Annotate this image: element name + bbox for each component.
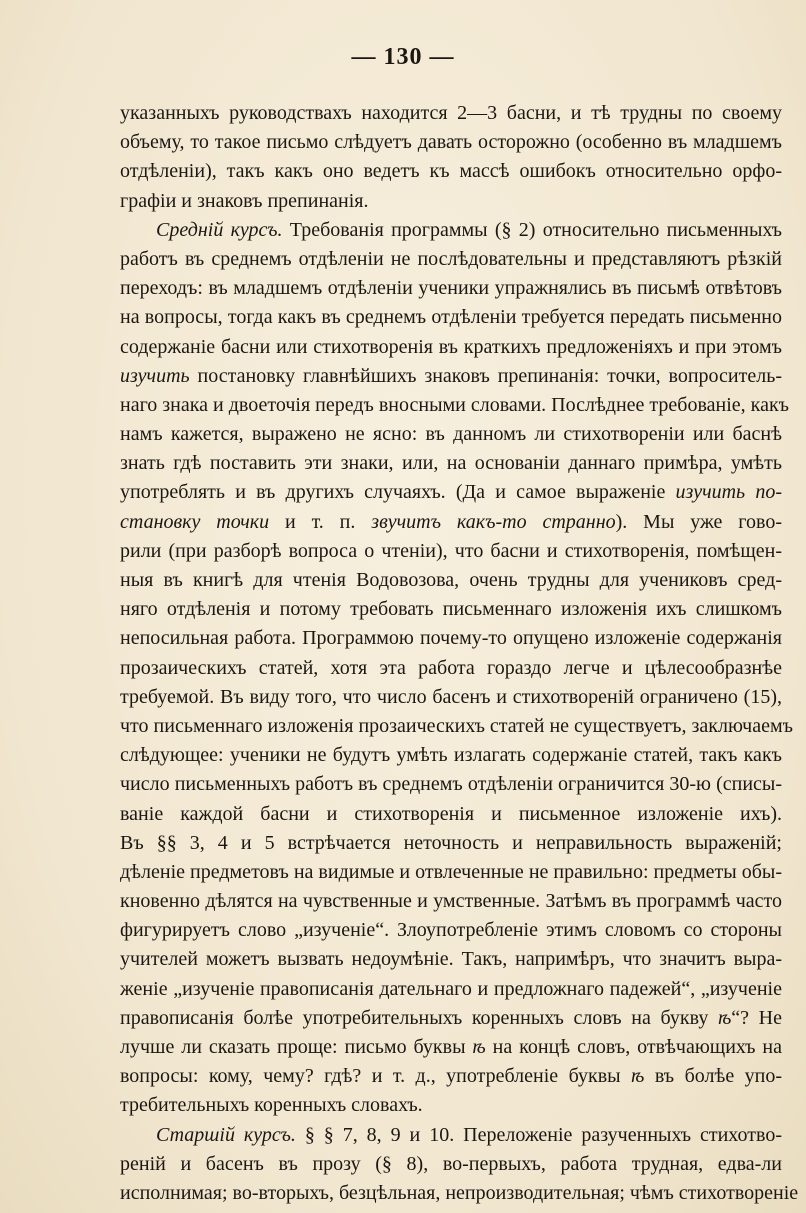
text-line [120, 245, 782, 274]
text-line [120, 945, 782, 974]
text-segment: на вопросы, тогда какъ въ среднемъ отдѣленіи требуется передать письменно [120, 306, 782, 329]
text-segment: что письменнаго изложенія прозаическихъ статей не существуетъ, заключаемъ [120, 714, 793, 737]
text-segment: исполнимая; во-вторыхъ, безцѣльная, непроизводительная; чѣмъ стихотвореніе [120, 1181, 799, 1204]
italic-text-segment: изучить [120, 364, 190, 387]
text-segment: слѣдующее: ученики не будутъ умѣть излагать содержаніе статей, такъ какъ [120, 744, 782, 767]
text-line [120, 1091, 782, 1120]
text-segment: употреблять и въ другихъ случаяхъ. (Да и самое выраженіе [120, 481, 676, 504]
italic-text-segment: становку точки [120, 510, 270, 533]
text-line [120, 128, 782, 157]
text-segment: непосильная работа. Программою почему-то опущено изложеніе содержанія [120, 627, 782, 650]
text-line [120, 420, 782, 449]
text-line [120, 99, 782, 128]
text-line [120, 1121, 782, 1150]
text-line [120, 362, 782, 391]
text-line [120, 829, 782, 858]
text-segment: ныя въ книгѣ для чтенія Водовозова, очень трудны для учениковъ сред- [120, 569, 782, 591]
text-line [120, 741, 782, 770]
italic-text-segment: изучить по- [675, 481, 782, 504]
italic-text-segment: Старшій курсъ. [156, 1123, 296, 1146]
text-segment: объему, то такое письмо слѣдуетъ давать осторожно (особенно въ младшемъ [120, 131, 782, 154]
text-segment: рили (при разборѣ вопроса о чтеніи), что басни и стихотворенія, помѣщен- [120, 539, 782, 562]
text-line [120, 858, 782, 887]
text-segment: отдѣленіи), такъ какъ оно ведетъ къ массѣ ошибокъ относительно орфо- [120, 160, 782, 183]
text-segment: кновенно дѣлятся на чувственные и умственные. Затѣмъ въ программѣ часто [120, 890, 782, 913]
text-line [120, 1033, 782, 1062]
text-line [120, 1062, 782, 1091]
text-line [120, 916, 782, 945]
text-segment: ). Мы уже гово- [615, 510, 782, 533]
text-line [120, 654, 782, 683]
text-segment: учителей можетъ вызвать недоумѣніе. Такъ, напримѣръ, что значитъ выра- [120, 948, 782, 971]
italic-text-segment: ѣ [717, 1006, 732, 1029]
text-line [120, 274, 782, 303]
text-segment: число письменныхъ работъ въ среднемъ отдѣленіи ограничится 30-ю (списы- [120, 773, 782, 796]
text-line [120, 1150, 782, 1179]
text-line [120, 683, 782, 712]
text-segment: няго отдѣленія и потому требовать письменнаго изложенія ихъ слишкомъ [120, 598, 782, 621]
italic-text-segment: звучитъ какъ-то странно [371, 510, 616, 533]
italic-text-segment: ѣ [472, 1036, 486, 1058]
text-segment: фигурируетъ слово „изученіе“. Злоупотребленіе этимъ словомъ со стороны [120, 919, 782, 942]
text-line [120, 508, 782, 537]
text-line [120, 595, 782, 624]
text-segment: знать гдѣ поставить эти знаки, или, на основаніи даннаго примѣра, умѣть [120, 452, 782, 475]
text-segment: правописанія болѣе употребительныхъ коренныхъ словъ на букву [120, 1006, 718, 1029]
text-segment: дѣленіе предметовъ на видимые и отвлеченные не правильно: предметы обы- [120, 860, 782, 883]
text-line [120, 157, 782, 186]
body-text [120, 99, 799, 1208]
text-segment: женіе „изученіе правописанія дательнаго и предложнаго падежей“, „изученіе [120, 977, 782, 1000]
text-line [120, 770, 782, 799]
text-line [120, 624, 782, 653]
text-segment: лучше ли сказать проще: письмо буквы [120, 1036, 473, 1058]
text-line [120, 1004, 782, 1033]
text-segment: работъ въ среднемъ отдѣленіи не послѣдовательны и представляютъ рѣзкій [120, 247, 782, 270]
text-segment: ваніе каждой басни и стихотворенія и письменное изложеніе ихъ). [120, 802, 782, 825]
text-segment: намъ кажется, выражено не ясно: въ данномъ ли стихотвореніи или баснѣ [120, 423, 782, 446]
italic-text-segment: Средній курсъ. [156, 218, 283, 241]
text-segment: на концѣ словъ, отвѣчающихъ на [485, 1036, 782, 1058]
text-line [120, 478, 782, 507]
text-line [120, 187, 782, 216]
text-segment: графіи и знаковъ препинанія. [120, 189, 369, 212]
text-segment: наго знака и двоеточія передъ вносными словами. Послѣднее требованіе, какъ [120, 393, 790, 416]
text-segment: прозаическихъ статей, хотя эта работа гораздо легче и цѣлесообразнѣе [120, 656, 782, 679]
text-line [120, 391, 790, 420]
text-segment: вопросы: кому, чему? гдѣ? и т. д., употребленіе буквы [120, 1065, 632, 1088]
text-line [120, 449, 782, 478]
text-segment: и т. п. [269, 510, 372, 533]
text-line [120, 887, 782, 916]
text-segment: Требованія программы (§ 2) относительно письменныхъ [282, 218, 783, 241]
text-line [120, 537, 782, 566]
text-segment: “? Не [731, 1006, 782, 1029]
text-line [120, 975, 782, 1004]
text-segment: реній и басенъ въ прозу (§ 8), во-первыхъ, работа трудная, едва-ли [120, 1152, 782, 1175]
text-line [120, 712, 793, 741]
text-line [120, 303, 782, 332]
italic-text-segment: ѣ [631, 1065, 645, 1088]
text-segment: постановку главнѣйшихъ знаковъ препинанія: точки, вопроситель- [189, 364, 782, 387]
text-segment: § § 7, 8, 9 и 10. Переложеніе разученныхъ стихотво- [295, 1123, 782, 1146]
text-line [120, 333, 782, 362]
text-segment: Въ §§ 3, 4 и 5 встрѣчается неточность и неправильность выраженій; [120, 831, 782, 854]
text-segment: указанныхъ руководствахъ находится 2—3 басни, и тѣ трудны по своему [120, 102, 782, 124]
text-line [120, 566, 782, 595]
page-number: — 130 — [351, 44, 455, 70]
text-segment: требительныхъ коренныхъ словахъ. [120, 1094, 423, 1117]
text-line [120, 216, 782, 245]
text-segment: переходъ: въ младшемъ отдѣленіи ученики упражнялись въ письмѣ отвѣтовъ [120, 277, 782, 300]
text-segment: содержаніе басни или стихотворенія въ краткихъ предложеніяхъ и при этомъ [120, 335, 782, 358]
text-segment: требуемой. Въ виду того, что число басенъ и стихотвореній ограничено (15), [120, 685, 782, 708]
text-line [120, 1179, 799, 1208]
text-line [120, 800, 782, 829]
text-segment: въ болѣе упо- [644, 1065, 783, 1088]
